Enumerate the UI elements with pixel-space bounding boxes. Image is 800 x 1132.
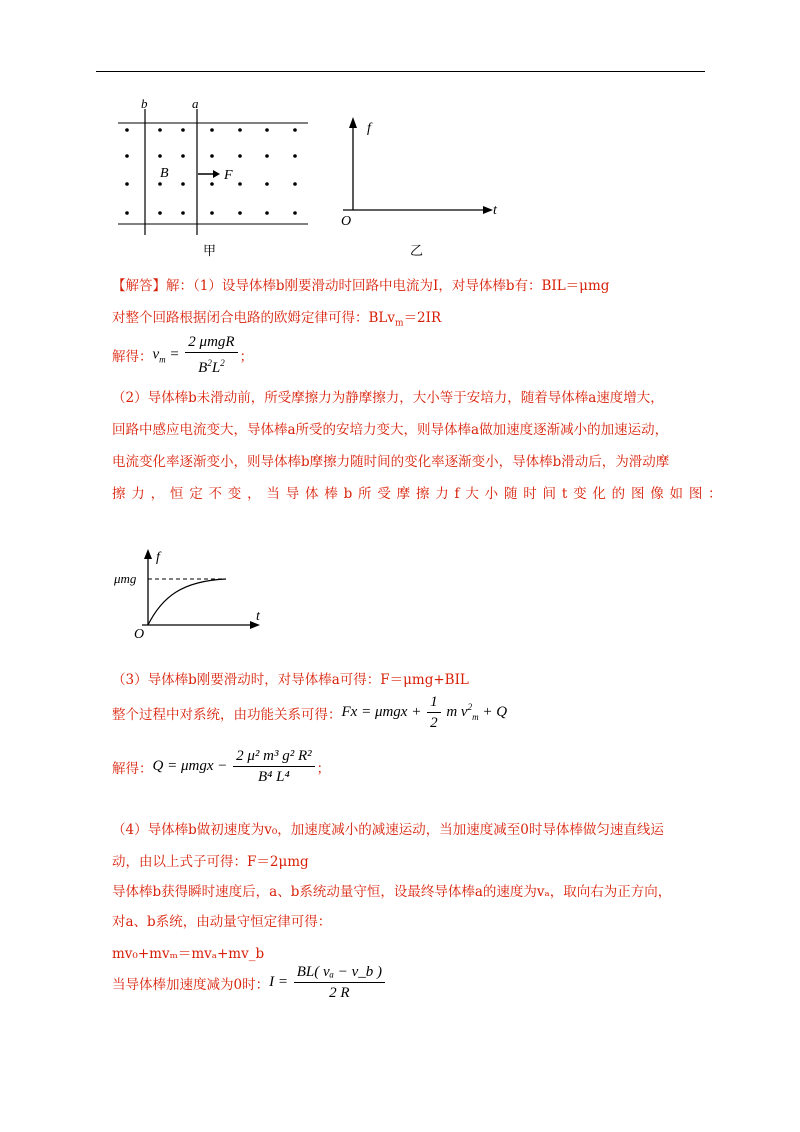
eq-vm: $v_m$ = $\frac{\text{2 μmgR}}{B^2L^2}$ — [153, 332, 240, 378]
eq-current: I = $\frac{\text{BL( vₐ − v\_b )}}{2 R}$ — [269, 962, 387, 1003]
graph-label-O: O — [134, 627, 145, 640]
part3-line1: （3）导体棒b刚要滑动时，对导体棒a可得：F＝μmg+BIL — [112, 672, 469, 688]
part3-line2: 整个过程中对系统，由功能关系可得： Fx = μmgx + $\frac{1}{2}$ m $v^2_m + Q$ — [112, 694, 508, 731]
part4-line5: 当导体棒加速度减为0时： I = $\frac{\text{BL( vₐ − v\_b )}}{2 R}$ — [112, 962, 387, 1003]
eq-energy: Fx = μmgx + $\frac{1}{2}$ m $v^2_m + Q$ — [341, 694, 508, 731]
part2-line3: 电流变化率逐渐变小，则导体棒b摩擦力随时间的变化率逐渐变小，导体棒b滑动后，为滑动摩 — [112, 454, 670, 470]
part1-intro: 解：（1）设导体棒b刚要滑动时回路中电流为I，对导体棒b有：BIL＝μmg — [166, 278, 610, 294]
part1-solve: 解得： $v_m$ = $\frac{\text{2 μmgR}}{B^2L^2}$ ； — [112, 334, 254, 376]
label-b: b — [141, 96, 148, 111]
figure-jia — [110, 95, 320, 235]
figure-yi — [335, 110, 510, 230]
friction-curve — [148, 579, 226, 625]
part4-line4: 对a、b系统，由动量守恒定律可得： — [112, 914, 332, 930]
caption-yi: 乙 — [410, 244, 424, 259]
graph-label-f: f — [156, 550, 160, 565]
eq-heat: Q = μmgx − $\frac{\text{2 μ² m³ g² R²}}{\text{B⁴ L⁴}}$ — [153, 746, 317, 787]
part2-line1: （2）导体棒b未滑动前，所受摩擦力为静摩擦力，大小等于安培力，随着导体棒a速度增大， — [112, 390, 664, 406]
part4-momentum: mv₀+mvₘ＝mvₐ+mv_b — [112, 946, 265, 962]
part4-line2: 动，由以上式子可得：F＝2μmg — [112, 854, 309, 870]
label-a: a — [192, 96, 199, 111]
part4-line1: （4）导体棒b做初速度为v₀，加速度减小的减速运动，当加速度减至0时导体棒做匀速直线运 — [112, 822, 664, 838]
header-rule — [96, 71, 705, 72]
label-F: F — [224, 168, 233, 183]
part4-line3: 导体棒b获得瞬时速度后，a、b系统动量守恒，设最终导体棒a的速度为vₐ，取向右为正方向， — [112, 884, 672, 900]
graph-label-mumg: μmg — [114, 571, 137, 586]
caption-jia: 甲 — [203, 244, 217, 259]
label-B: B — [160, 166, 169, 181]
label-f: f — [367, 121, 371, 136]
label-t: t — [493, 203, 497, 218]
part2-line4: 擦力，恒定不变，当导体棒b所受摩擦力f大小随时间t变化的图像如图： — [112, 486, 728, 502]
answer-tag: 【解答】 — [112, 278, 166, 294]
friction-time-graph — [112, 545, 272, 640]
magnetic-field-dots — [125, 128, 297, 215]
label-O: O — [341, 214, 352, 229]
part3-solve: 解得： Q = μmgx − $\frac{\text{2 μ² m³ g² R²}}{\text{B⁴ L⁴}}$ ； — [112, 748, 331, 785]
graph-label-t: t — [256, 609, 260, 624]
force-arrow — [213, 170, 220, 178]
part1-ohm: 对整个回路根据闭合电路的欧姆定律可得：BLv$_m$＝2IR — [112, 310, 442, 329]
part2-line2: 回路中感应电流变大，导体棒a所受的安培力变大，则导体棒a做加速度逐渐减小的加速运动， — [112, 422, 669, 438]
